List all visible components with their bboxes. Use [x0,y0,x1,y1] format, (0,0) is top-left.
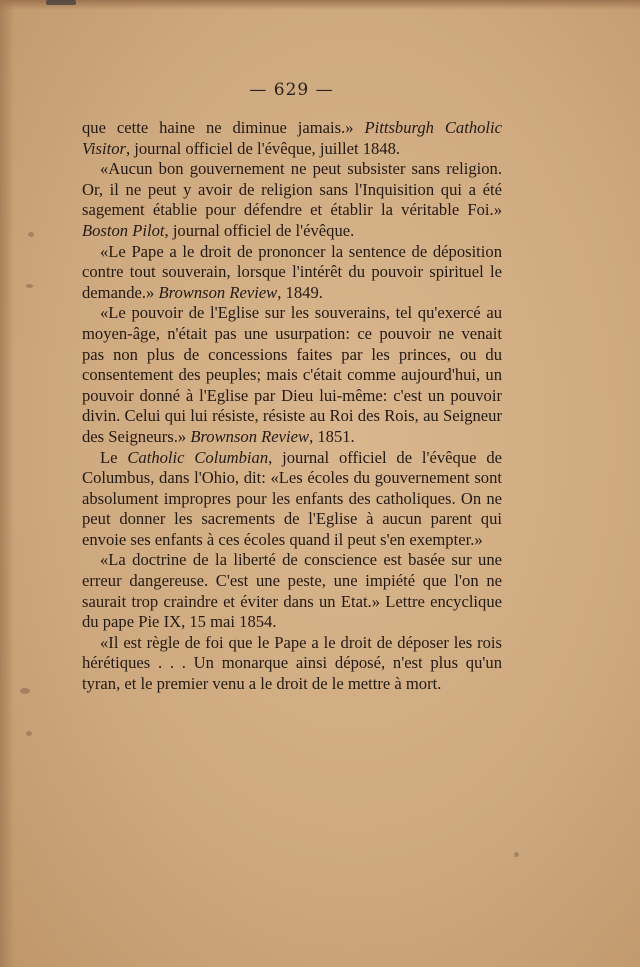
paper-stain [26,731,32,736]
text-run: , journal officiel de l'évêque de Columbus, dans l'Ohio, dit: «Les écoles du gouvernement sont absolument impropres pour les enfants des catholiques. On ne peut donner les sacrements de l'Eglise à aucun parent qui envoie ses enfants à ces écoles quand il peut s'en exempter.» [82,447,503,549]
source-title: Catholic Columbian [127,447,269,467]
paragraph [82,303,502,447]
text-run: «Le Pape a le droit de prononcer la sentence de déposition contre tout souverain, lorsque l'intérêt du pouvoir spirituel le demande.» [82,241,502,302]
source-title: Brownson Review [158,282,278,302]
ink-mark [46,0,76,5]
text-run: «Le pouvoir de l'Eglise sur les souverains, tel qu'exercé au moyen-âge, n'était pas une usurpation: ce pouvoir ne venait pas non plus de concessions faites par les princes, ou du consentement des peuples; mais c'était comme aujourd'hui, un pouvoir donné à l'Eglise par Dieu lui-même: c'est un pouvoir divin. Celui qui lui résiste, résiste au Roi des Rois, au Seigneur des Seigneurs.» [82,303,502,446]
text-run: «Aucun bon gouvernement ne peut subsister sans religion. Or, il ne peut y avoir de religion sans l'Inquisition qui a été sagement établie pour défendre et établir la véritable Foi.» [82,159,502,220]
paragraph [82,448,502,551]
body-text [82,118,502,695]
text-run: , journal officiel de l'évêque, juillet 1848. [125,138,401,158]
page-top-shadow [0,0,640,10]
paragraph [82,550,502,632]
page-edge-shadow [0,0,14,967]
source-title: Pittsburgh Catholic Visitor [82,118,503,158]
paragraph [82,633,502,695]
paper-stain [514,852,519,857]
text-run: Le [100,447,128,467]
paragraph [82,242,502,304]
text-run: , journal officiel de l'évêque. [164,220,355,240]
text-run: , 1849. [277,282,323,302]
text-run: «Il est règle de foi que le Pape a le droit de déposer les rois hérétiques . . . Un monarque ainsi déposé, n'est plus qu'un tyran, et le premier venu a le droit de le mettre à mort. [82,632,502,694]
paper-stain [20,688,30,694]
text-run: «La doctrine de la liberté de conscience est basée sur une erreur dangereuse. C'est une peste, une impiété que l'on ne saurait trop craindre et éviter dans un Etat.» Lettre encyclique du pape Pie IX, 15 mai 1854. [82,550,502,632]
page-number: — 629 — [249,80,334,100]
source-title: Boston Pilot [82,220,165,240]
paper-stain [26,284,33,288]
paragraph [82,159,502,241]
text-run: , 1851. [309,426,355,446]
paragraph [82,118,502,159]
paper-stain [28,232,34,237]
text-run: que cette haine ne diminue jamais.» [82,118,365,137]
source-title: Brownson Review [190,426,310,446]
